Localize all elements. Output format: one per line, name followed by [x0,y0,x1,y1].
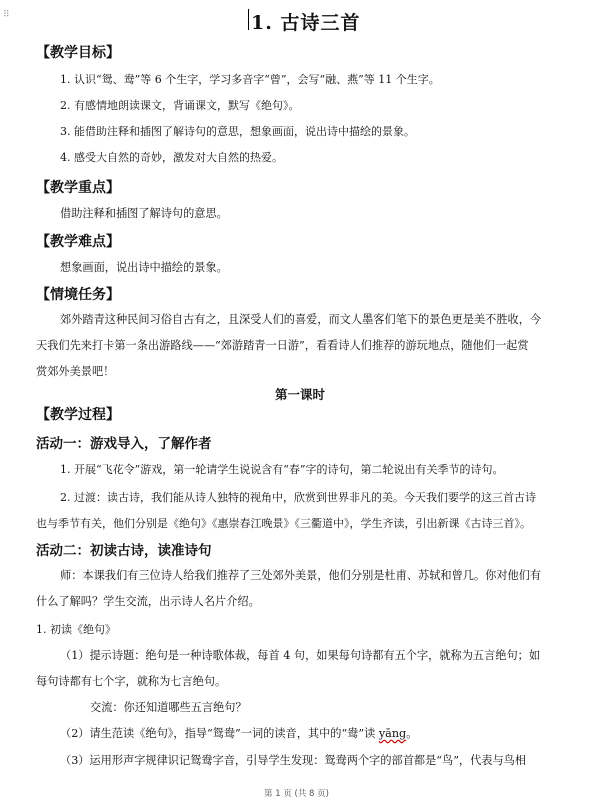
difficulties-heading: 【教学难点】 [36,234,120,250]
activity2-line: 1. 初读《绝句》 [36,623,116,636]
activity2-heading: 活动二：初读古诗，读准诗句 [36,543,212,559]
activity1-line: 2. 过渡：读古诗，我们能从诗人独特的视角中，欣赏到世界非凡的美。今天我们要学的这三首古诗 [60,491,536,504]
activity1-line: 也与季节有关，他们分别是《绝句》《惠崇春江晚景》《三衢道中》，学生齐读，引出新课《古诗三首》。 [36,517,531,530]
activity1-heading: 活动一：游戏导入，了解作者 [36,436,212,452]
goal-item: 1. 认识“鸳、鸯”等 6 个生字，学习多音字“曾”，会写“融、燕”等 11 个生字。 [60,73,440,86]
goals-heading: 【教学目标】 [36,45,120,61]
difficulties-text: 想象画面，说出诗中描绘的景象。 [60,261,228,274]
activity2-line: （1）提示诗题：绝句是一种诗歌体裁，每首 4 句，如果每句诗都有五个字，就称为五言绝句；如 [60,649,541,662]
goal-item: 2. 有感情地朗读课文，背诵课文，默写《绝句》。 [60,99,300,112]
lesson-title: 第一课时 [275,387,326,402]
activity2-line: （3）运用形声字规律识记鸳鸯字音，引导学生发现：鸳鸯两个字的部首都是“鸟”，代表与鸟相 [60,754,527,767]
activity2-line: 交流：你还知道哪些五言绝句？ [90,701,247,714]
page-footer: 第 1 页 (共 8 页) [264,789,329,799]
pinyin-yang: yāng [378,727,407,740]
drag-handle-icon[interactable]: ⠿ [3,10,11,20]
text-cursor [248,9,249,30]
scenario-line: 郊外踏青这种民间习俗自古有之，且深受人们的喜爱，而文人墨客们笔下的景色更是美不胜收，今 [60,313,542,326]
activity2-text: 。 [406,727,418,740]
scenario-heading: 【情境任务】 [36,287,120,303]
activity2-text: （2）请生范读《绝句》，指导“鸳鸯”一词的读音，其中的“鸯”读 [60,727,379,740]
key-points-text: 借助注释和插图了解诗句的意思。 [60,207,228,220]
activity1-line: 1. 开展“飞花令”游戏，第一轮请学生说说含有“春”字的诗句，第二轮说出有关季节的诗句。 [60,463,504,476]
activity2-line: 每句诗都有七个字，就称为七言绝句。 [36,675,227,688]
document-title: 1. 古诗三首 [251,12,361,34]
activity2-line: 什么了解吗？学生交流，出示诗人名片介绍。 [36,595,260,608]
scenario-line: 赏郊外美景吧！ [36,365,115,378]
scenario-line: 天我们先来打卡第一条出游路线——“郊游踏青一日游”，看看诗人们推荐的游玩地点，随他们一起赏 [36,339,529,352]
activity2-line [60,725,417,741]
process-heading: 【教学过程】 [36,407,120,423]
key-points-heading: 【教学重点】 [36,180,120,196]
goal-item: 3. 能借助注释和插图了解诗句的意思，想象画面，说出诗中描绘的景象。 [60,125,415,138]
activity2-line: 师：本课我们有三位诗人给我们推荐了三处郊外美景，他们分别是杜甫、苏轼和曾几。你对他们有 [60,569,542,582]
goal-item: 4. 感受大自然的奇妙，激发对大自然的热爱。 [60,151,283,164]
